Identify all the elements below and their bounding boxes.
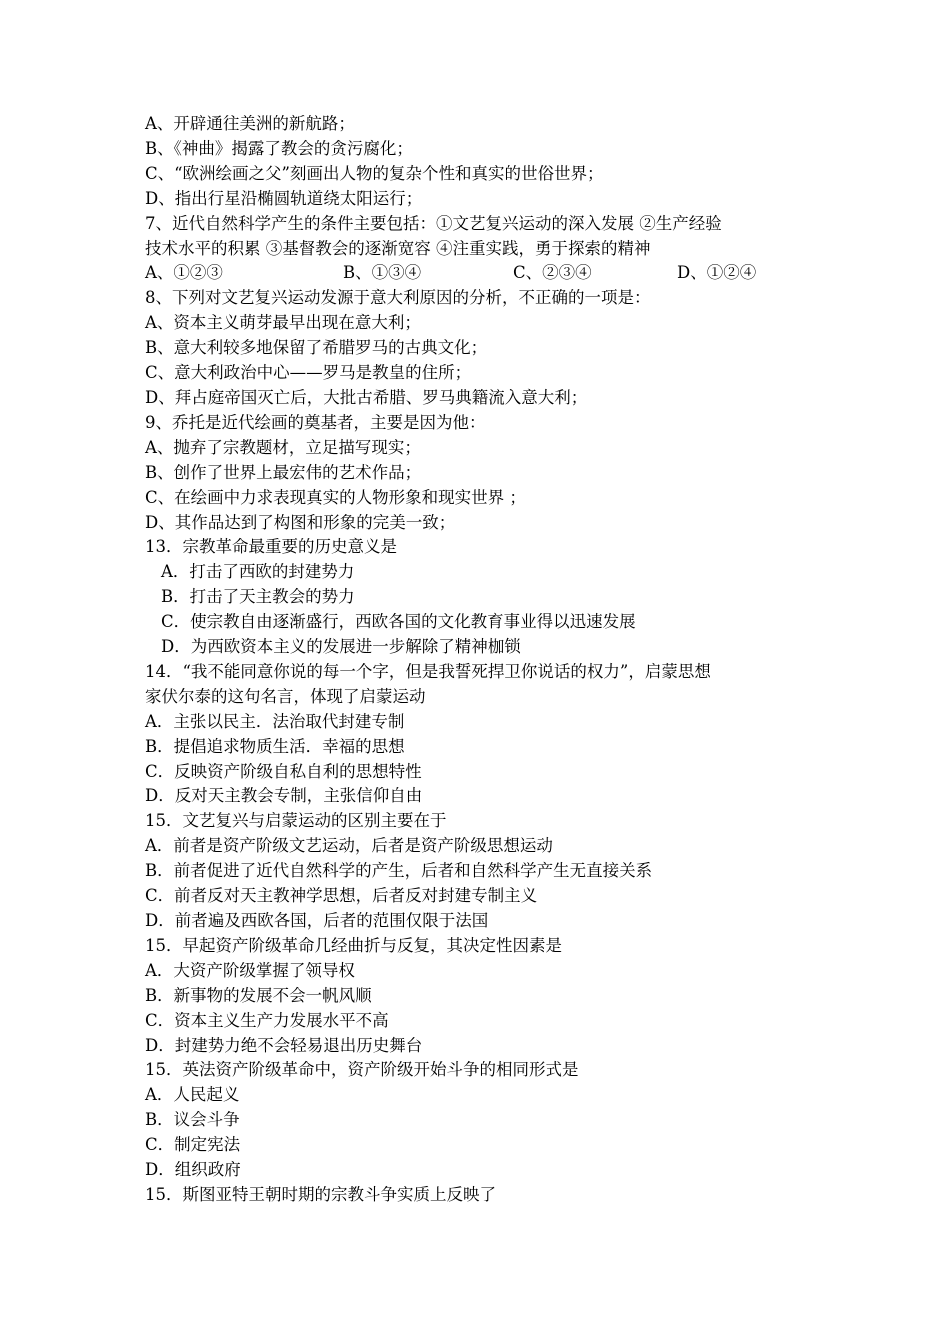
text-line: B．提倡追求物质生活．幸福的思想 [145,736,405,756]
text-line: D、其作品达到了构图和形象的完美一致； [145,512,456,532]
text-line: D．前者遍及西欧各国，后者的范围仅限于法国 [145,911,489,930]
text-line: C．前者反对天主教神学思想，后者反对封建专制主义 [145,886,538,906]
text-line: C、在绘画中力求表现真实的人物形象和现实世界 ； [145,487,526,507]
text-line: D、拜占庭帝国灭亡后，大批古希腊、罗马典籍流入意大利； [145,387,588,407]
option-d: D、①②④ [677,263,757,283]
text-line: D．反对天主教会专制，主张信仰自由 [145,786,423,806]
text-line: A、抛弃了宗教题材，立足描写现实； [145,437,421,457]
question-7-stem-cont: 技术水平的积累 ③基督教会的逐渐宽容 ④注重实践，勇于探索的精神 [145,238,651,258]
text-line: B．前者促进了近代自然科学的产生，后者和自然科学产生无直接关系 [145,861,653,881]
question-15-stem: 15．英法资产阶级革命中，资产阶级开始斗争的相同形式是 [145,1060,579,1080]
question-8-stem: 8、下列对文艺复兴运动发源于意大利原因的分析，不正确的一项是： [145,288,651,308]
option-b: B、①③④ [343,263,422,283]
text-line: A、资本主义萌芽最早出现在意大利； [145,313,421,333]
text-line: D．组织政府 [145,1160,241,1180]
question-14-stem-cont: 家伏尔泰的这句名言，体现了启蒙运动 [145,686,426,706]
question-15-stem: 15．斯图亚特王朝时期的宗教斗争实质上反映了 [145,1184,496,1204]
text-line: C．资本主义生产力发展水平不高 [145,1010,389,1030]
option-c: C、②③④ [513,263,592,283]
question-13-option-a: A．打击了西欧的封建势力 [161,562,355,582]
question-14-stem: 14．“我不能同意你说的每一个字，但是我誓死捍卫你说话的权力”，启蒙思想 [145,661,711,681]
text-line: B．新事物的发展不会一帆风顺 [145,985,372,1005]
document-page [145,112,835,1208]
question-13-option-c: C．使宗教自由逐渐盛行，西欧各国的文化教育事业得以迅速发展 [161,612,636,632]
question-15-stem: 15．文艺复兴与启蒙运动的区别主要在于 [145,811,447,831]
text-line: A、开辟通往美洲的新航路； [145,114,355,133]
text-line: D、指出行星沿椭圆轨道绕太阳运行； [145,188,423,208]
text-line: A．大资产阶级掌握了领导权 [145,960,355,980]
option-a: A、①②③ [145,263,223,283]
text-line: A．主张以民主．法治取代封建专制 [145,711,405,731]
text-line: C、意大利政治中心——罗马是教皇的住所； [145,363,472,383]
text-line: A．前者是资产阶级文艺运动，后者是资产阶级思想运动 [145,836,553,856]
text-line: D．封建势力绝不会轻易退出历史舞台 [145,1035,423,1055]
text-line: C．反映资产阶级自私自利的思想特性 [145,761,422,781]
text-line: B．议会斗争 [145,1110,240,1130]
question-7-stem: 7、近代自然科学产生的条件主要包括：①文艺复兴运动的深入发展 ②生产经验 [145,213,722,233]
text-line: B、《神曲》揭露了教会的贪污腐化； [145,138,413,158]
text-line: C、“欧洲绘画之父”刻画出人物的复杂个性和真实的世俗世界； [145,163,604,183]
question-13-stem: 13．宗教革命最重要的历史意义是 [145,537,397,557]
question-13-option-b: B．打击了天主教会的势力 [161,587,355,607]
text-line: B、意大利较多地保留了希腊罗马的古典文化； [145,338,488,358]
text-line: C．制定宪法 [145,1135,241,1155]
question-9-stem: 9、乔托是近代绘画的奠基者，主要是因为他： [145,412,486,432]
question-15-stem: 15．早起资产阶级革命几经曲折与反复，其决定性因素是 [145,935,562,955]
question-13-option-d: D．为西欧资本主义的发展进一步解除了精神枷锁 [161,637,521,657]
text-line: B、创作了世界上最宏伟的艺术作品； [145,462,422,482]
question-7-options [145,261,835,286]
text-line: A．人民起义 [145,1085,240,1105]
